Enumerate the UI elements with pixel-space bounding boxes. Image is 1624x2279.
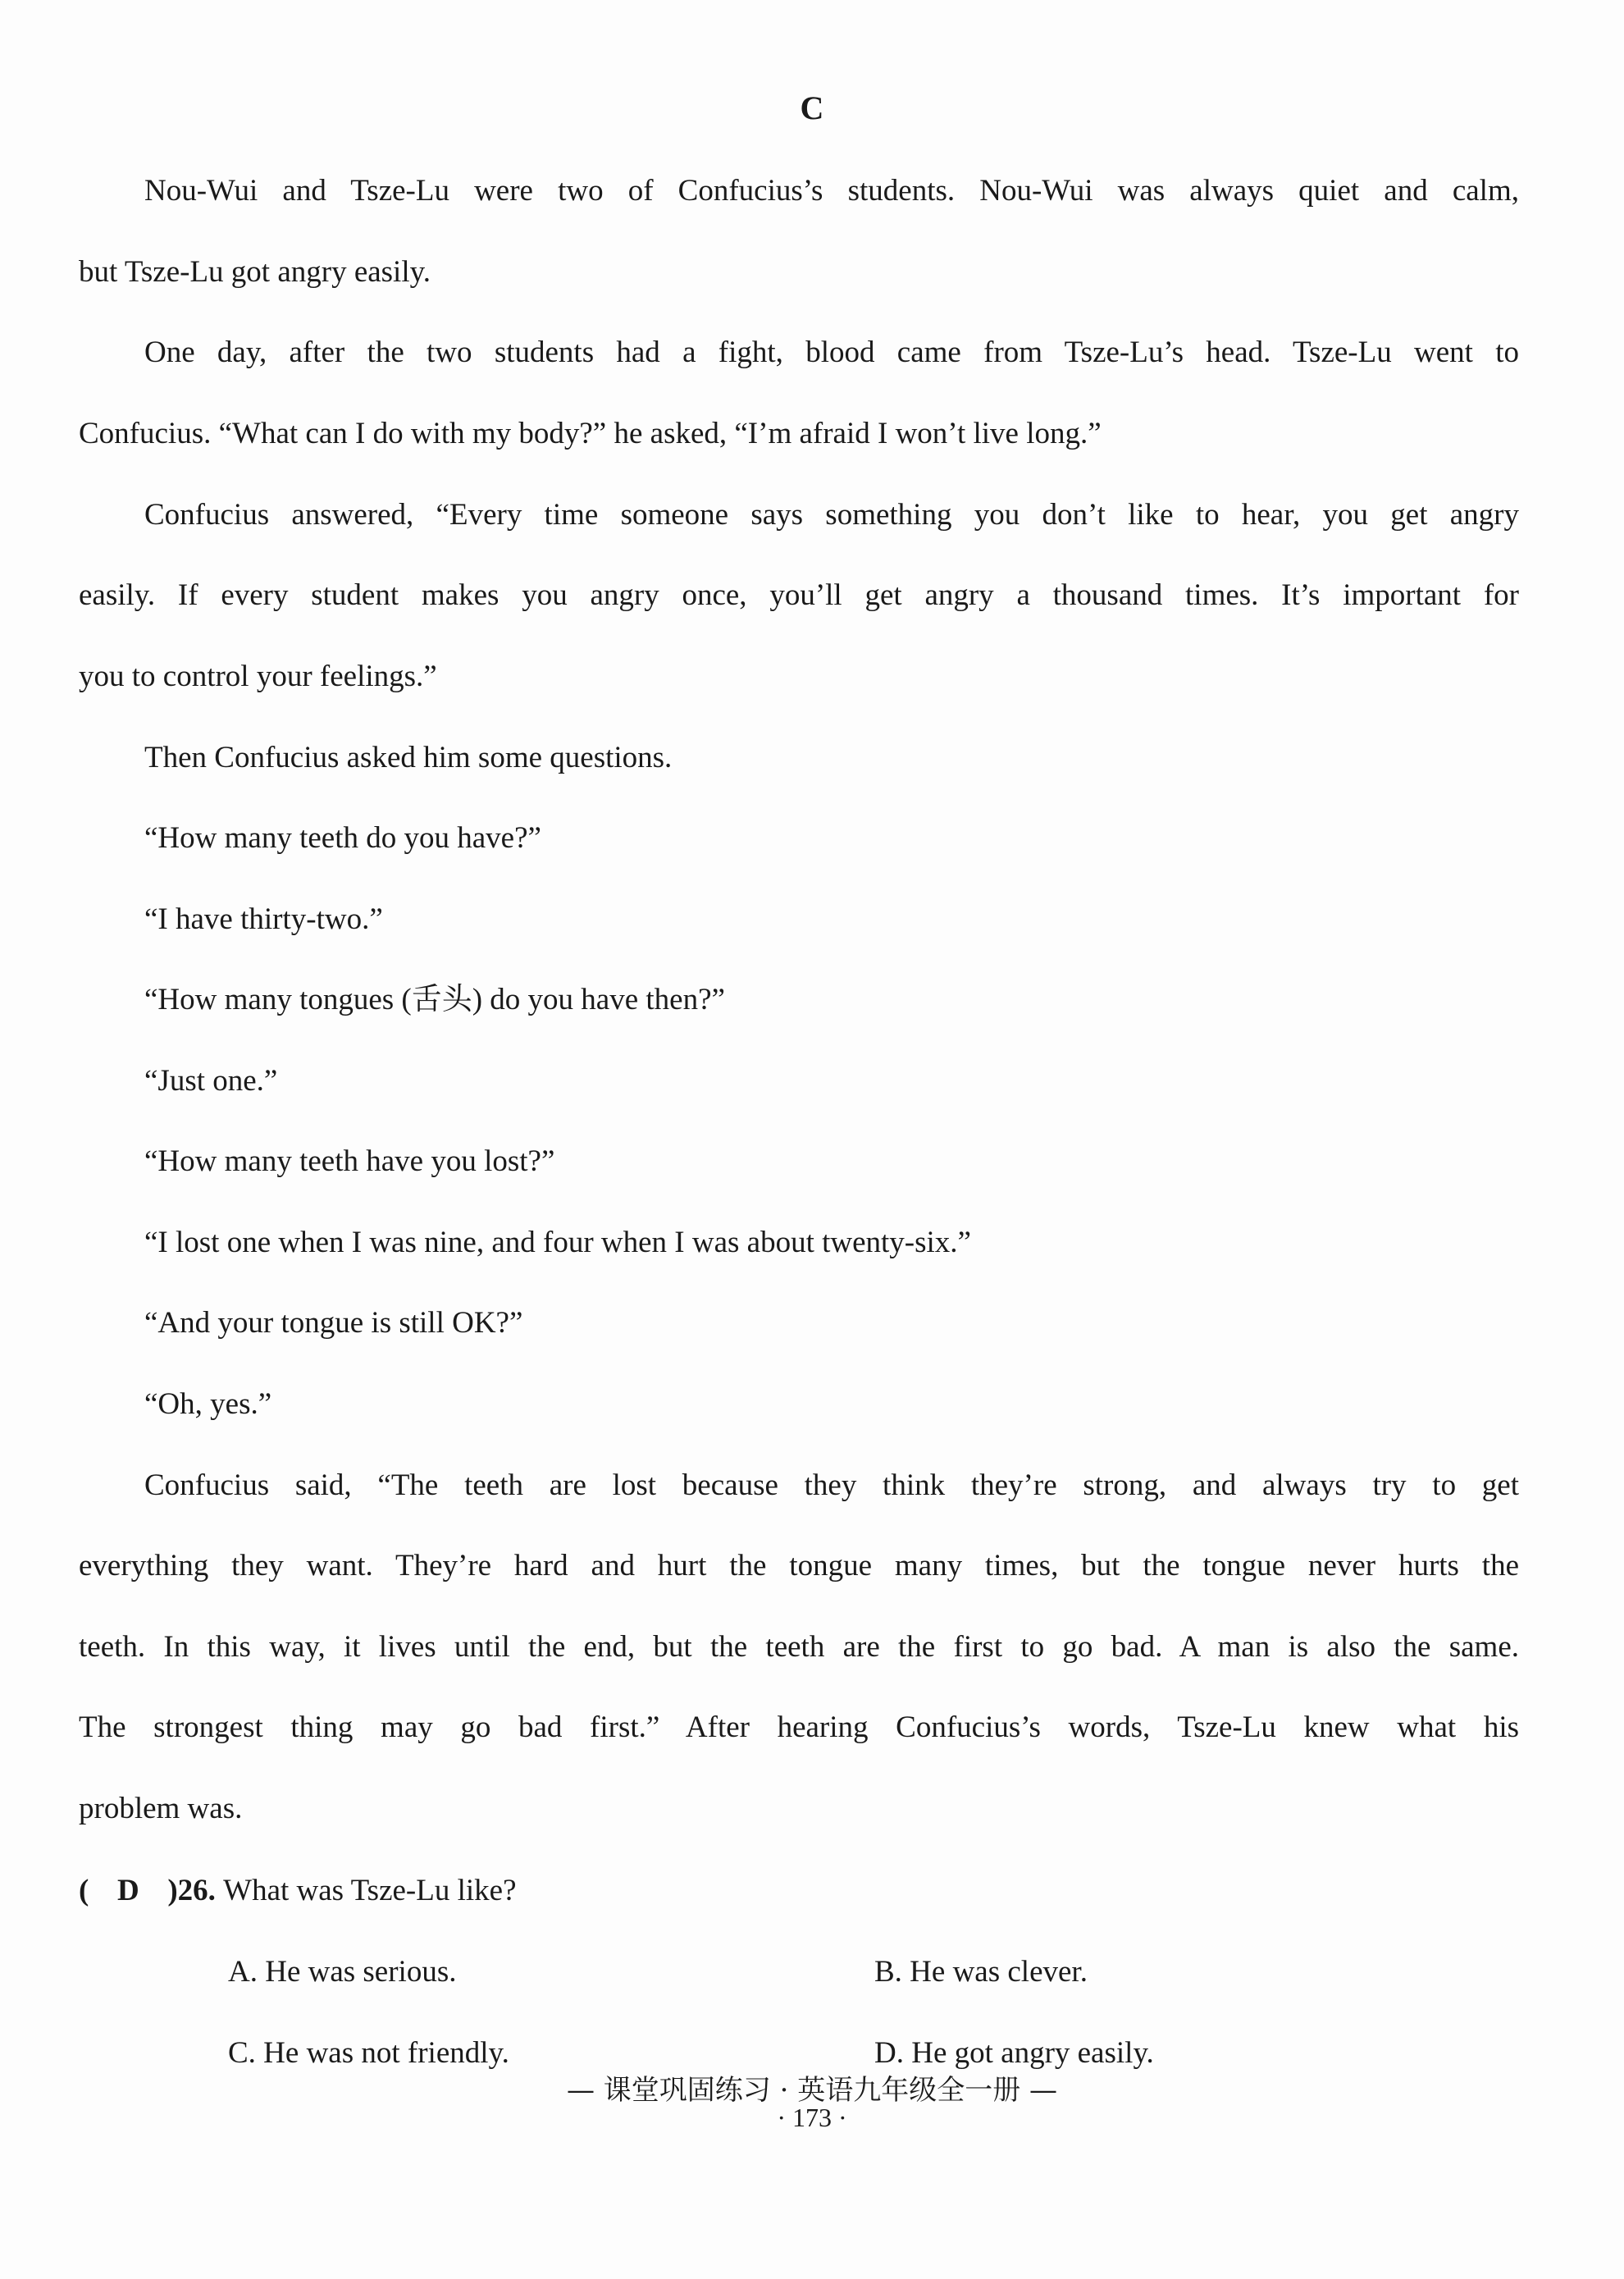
answer-open-paren: ( [79,1874,89,1907]
paragraph-line: teeth. In this way, it lives until the end, but the teeth are the first to go bad. A man is also the same. [79,1630,1519,1664]
footer-book-title: — 课堂巩固练习 · 英语九年级全一册 — [566,2074,1058,2107]
dialogue-line: “How many tongues (舌头) do you have then?” [144,983,725,1016]
option-d: D. He got angry easily. [874,2036,1154,2070]
dialogue-line: “I have thirty-two.” [144,902,383,936]
paragraph-line: Confucius answered, “Every time someone says something you don’t like to hear, you get angry [144,498,1519,532]
option-c: C. He was not friendly. [228,2036,509,2070]
paragraph-line: One day, after the two students had a fight, blood came from Tsze-Lu’s head. Tsze-Lu went to [144,336,1519,369]
paragraph-line: Nou-Wui and Tsze-Lu were two of Confucius’s students. Nou-Wui was always quiet and calm, [144,174,1519,208]
dialogue-line: “How many teeth have you lost?” [144,1144,555,1178]
answer-letter: D [116,1874,139,1907]
option-b: B. He was clever. [874,1955,1088,1989]
dialogue-line: “Oh, yes.” [144,1387,272,1421]
paragraph-line: but Tsze-Lu got angry easily. [79,255,431,289]
paragraph-line: Then Confucius asked him some questions. [144,741,673,774]
question-number: 26. [177,1874,216,1907]
dialogue-line: “Just one.” [144,1064,278,1098]
answer-close-paren: ) [167,1874,178,1907]
dialogue-line: “How many teeth do you have?” [144,821,541,855]
paragraph-line: The strongest thing may go bad first.” After hearing Confucius’s words, Tsze-Lu knew what his [79,1710,1519,1744]
section-heading: C [800,89,824,126]
paragraph-line: Confucius. “What can I do with my body?” he asked, “I’m afraid I won’t live long.” [79,417,1102,450]
paragraph-line: Confucius said, “The teeth are lost because they think they’re strong, and always try to get [144,1468,1519,1502]
paragraph-line: you to control your feelings.” [79,660,437,693]
paragraph-line: easily. If every student makes you angry once, you’ll get angry a thousand times. It’s important for [79,578,1519,612]
question-text: What was Tsze-Lu like? [223,1874,517,1907]
paragraph-line: problem was. [79,1792,243,1825]
option-a: A. He was serious. [228,1955,457,1989]
dialogue-line: “And your tongue is still OK?” [144,1306,523,1340]
dialogue-line: “I lost one when I was nine, and four when I was about twenty-six.” [144,1226,971,1259]
question-26 [79,1873,517,1908]
page-number: · 173 · [777,2103,847,2132]
paragraph-line: everything they want. They’re hard and hurt the tongue many times, but the tongue never hurts the [79,1549,1519,1583]
